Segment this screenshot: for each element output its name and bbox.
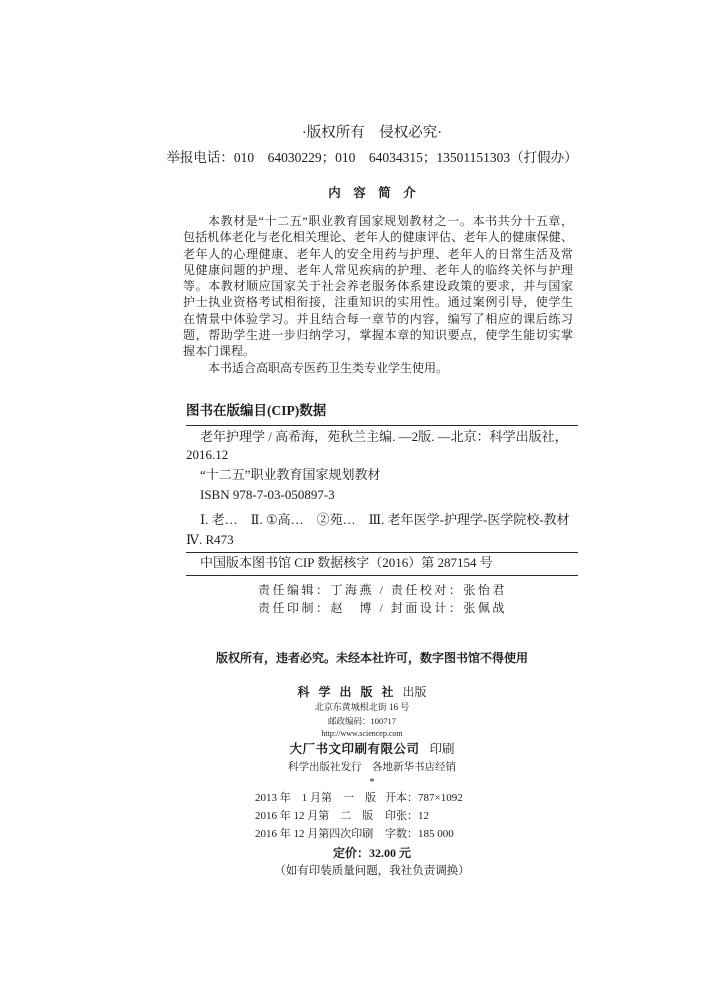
report-phone: 举报电话：010 64030229；010 64034315；13501151303（打假办）	[166, 150, 578, 165]
edition-date: 2013 年 1 月第 一 版	[255, 792, 376, 804]
publisher-url: http://www.sciencep.com	[321, 729, 403, 738]
cip-heading: 图书在版编目(CIP)数据	[186, 403, 327, 418]
summary-line: 等。本教材顺应国家关于社会养老服务体系建设政策的要求，并与国家	[183, 279, 573, 294]
summary-line: 握本门课程。	[183, 344, 256, 359]
printer-role: 印刷	[429, 742, 455, 756]
cip-entry-line: 老年护理学 / 高希海，苑秋兰主编. —2版. —北京：科学出版社，	[200, 429, 568, 444]
cip-record-number: 中国版本图书馆 CIP 数据核字（2016）第 287154 号	[200, 555, 493, 570]
cip-series: “十二五”职业教育国家规划教材	[200, 467, 381, 482]
rights-statement: 版权所有，违者必究。未经本社许可，数字图书馆不得使用	[215, 651, 528, 665]
distribution-info: 科学出版社发行 各地新华书店经销	[288, 762, 456, 773]
summary-line: 包括机体老化与老化相关理论、老年人的健康评估、老年人的健康保健、	[183, 230, 573, 245]
summary-line: 见健康问题的护理、老年人常见疾病的护理、老年人的临终关怀与护理	[183, 262, 573, 277]
cip-bottom-rule	[186, 575, 578, 576]
publisher-address: 北京东黄城根北街 16 号	[314, 702, 410, 712]
production-credits: 责任印制：赵 博 / 封面设计：张佩战	[258, 601, 507, 615]
edition-spec: 开本：787×1092	[385, 792, 463, 804]
publisher-role: 出版	[402, 685, 427, 699]
summary-audience: 本书适合高职高专医药卫生类专业学生使用。	[208, 360, 449, 375]
summary-paragraph	[183, 213, 573, 376]
cip-entry-line: 2016.12	[186, 447, 229, 462]
edition-date: 2016 年 12 月第 二 版	[255, 810, 374, 822]
edition-spec: 字数：185 000	[385, 828, 454, 840]
publisher-row	[112, 683, 612, 701]
editor-credits: 责任编辑：丁海燕 / 责任校对：张怡君	[258, 583, 507, 597]
edition-info-table	[255, 789, 463, 843]
publisher-name: 科 学 出 版 社	[297, 685, 397, 699]
summary-title: 内 容 简 介	[328, 186, 416, 200]
edition-spec: 印张：12	[385, 810, 429, 822]
cip-classification-line: Ⅰ. 老… Ⅱ. ①高… ②苑… Ⅲ. 老年医学-护理学-医学院校-教材	[200, 512, 570, 527]
summary-line: 在情景中体验学习。并且结合每一章节的内容，编写了相应的课后练习	[183, 311, 573, 326]
summary-line: 题，帮助学生进一步归纳学习，掌握本章的知识要点，使学生能切实掌	[183, 328, 573, 343]
cip-middle-rule	[186, 552, 578, 553]
printer-name: 大厂书文印刷有限公司	[289, 742, 420, 756]
publisher-postcode: 邮政编码：100717	[327, 716, 396, 726]
copyright-notice: ·版权所有 侵权必究·	[301, 125, 443, 141]
printer-row	[122, 741, 622, 757]
summary-line: 护士执业资格考试相衔接，注重知识的实用性。通过案例引导，使学生	[183, 295, 573, 310]
cip-top-rule	[186, 425, 578, 426]
separator-asterisk: *	[369, 776, 375, 788]
summary-line: 本教材是“十二五”职业教育国家规划教材之一。本书共分十五章，	[208, 214, 573, 228]
cip-isbn: ISBN 978-7-03-050897-3	[200, 487, 335, 502]
price: 定价：32.00 元	[332, 846, 411, 860]
summary-line: 老年人的心理健康、老年人的安全用药与护理、老年人的日常生活及常	[183, 246, 573, 261]
quality-note: （如有印装质量问题，我社负责调换）	[274, 865, 470, 877]
cip-classification-line: Ⅳ. R473	[186, 532, 234, 547]
edition-date: 2016 年 12 月第四次印刷	[255, 828, 374, 840]
